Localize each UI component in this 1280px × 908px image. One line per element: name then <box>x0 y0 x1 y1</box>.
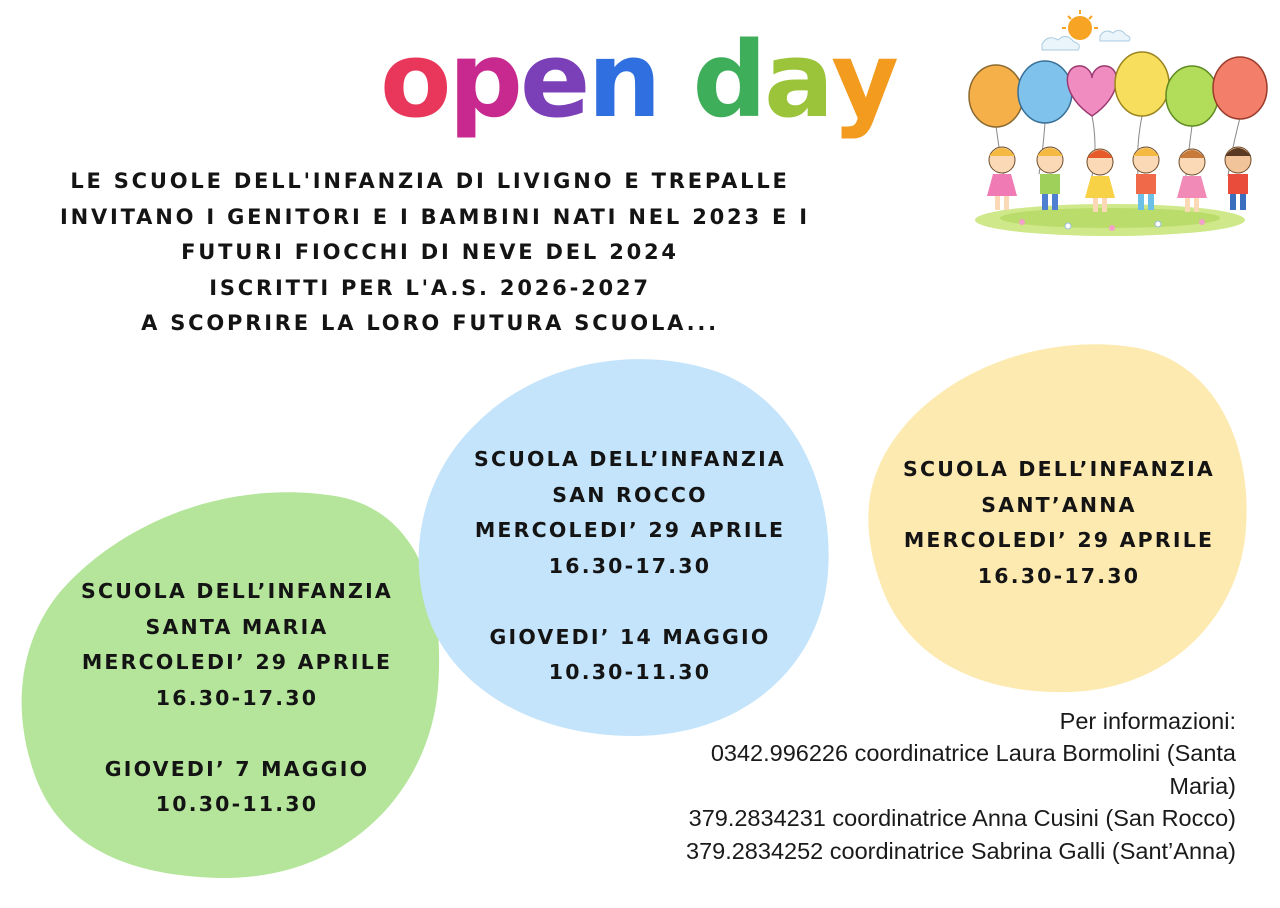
school-name: SCUOLA DELL’INFANZIA <box>903 457 1215 481</box>
school-name: SCUOLA DELL’INFANZIA <box>474 447 786 471</box>
intro-line: LE SCUOLE DELL'INFANZIA DI LIVIGNO E TREPALLE <box>70 169 790 193</box>
title-letter: a <box>763 19 832 141</box>
school-card-sant-anna <box>868 338 1250 694</box>
info-heading: Per informazioni: <box>1059 708 1236 734</box>
info-line: 379.2834252 coordinatrice Sabrina Galli (Sant’Anna) <box>686 837 1236 864</box>
intro-line: A SCOPRIRE LA LORO FUTURA SCUOLA... <box>141 311 719 335</box>
school-date: GIOVEDI’ 14 MAGGIO <box>489 624 771 649</box>
school-location: SAN ROCCO <box>552 482 708 507</box>
school-date: MERCOLEDI’ 29 APRILE <box>474 518 786 542</box>
school-time: 10.30-11.30 <box>155 792 319 816</box>
title-letter: n <box>587 19 659 141</box>
intro-line: INVITANO I GENITORI E I BAMBINI NATI NEL 2023 E I <box>60 204 810 229</box>
contact-info <box>636 705 1236 867</box>
children <box>987 147 1251 212</box>
school-date: MERCOLEDI’ 29 APRILE <box>81 650 393 674</box>
info-line: 0342.996226 coordinatrice Laura Bormolini (Santa <box>710 740 1236 767</box>
title-letter: y <box>831 19 896 141</box>
school-info-sant-anna <box>868 452 1250 594</box>
intro-text <box>60 164 810 342</box>
school-info-san-rocco <box>428 442 832 691</box>
school-card-san-rocco <box>418 352 832 738</box>
title-letter: e <box>519 19 588 141</box>
title-letter: o <box>380 19 449 141</box>
balloons-children-icon <box>962 8 1280 242</box>
school-time: 16.30-17.30 <box>155 685 319 710</box>
info-line: 379.2834231 coordinatrice Anna Cusini (San Rocco) <box>688 805 1236 832</box>
school-date: GIOVEDI’ 7 MAGGIO <box>104 756 370 781</box>
illustration-art <box>962 8 1280 242</box>
school-card-santa-maria <box>20 488 442 880</box>
info-line: Maria) <box>1169 772 1236 799</box>
intro-line: FUTURI FIOCCHI DI NEVE DEL 2024 <box>181 240 679 264</box>
school-time: 16.30-17.30 <box>548 553 712 578</box>
school-info-santa-maria <box>32 574 442 823</box>
school-date: MERCOLEDI’ 29 APRILE <box>903 528 1215 552</box>
spacer <box>32 716 442 752</box>
spacer <box>428 584 832 620</box>
school-name: SCUOLA DELL’INFANZIA <box>81 579 393 603</box>
school-time: 10.30-11.30 <box>548 660 712 684</box>
balloons <box>969 52 1267 127</box>
open-day-title <box>380 10 896 150</box>
title-letter: d <box>692 19 764 141</box>
school-time: 16.30-17.30 <box>977 563 1141 588</box>
school-location: SANT’ANNA <box>981 492 1137 517</box>
title-letter: p <box>448 19 520 141</box>
school-location: SANTA MARIA <box>145 614 329 639</box>
intro-line: ISCRITTI PER L'A.S. 2026-2027 <box>209 275 651 300</box>
